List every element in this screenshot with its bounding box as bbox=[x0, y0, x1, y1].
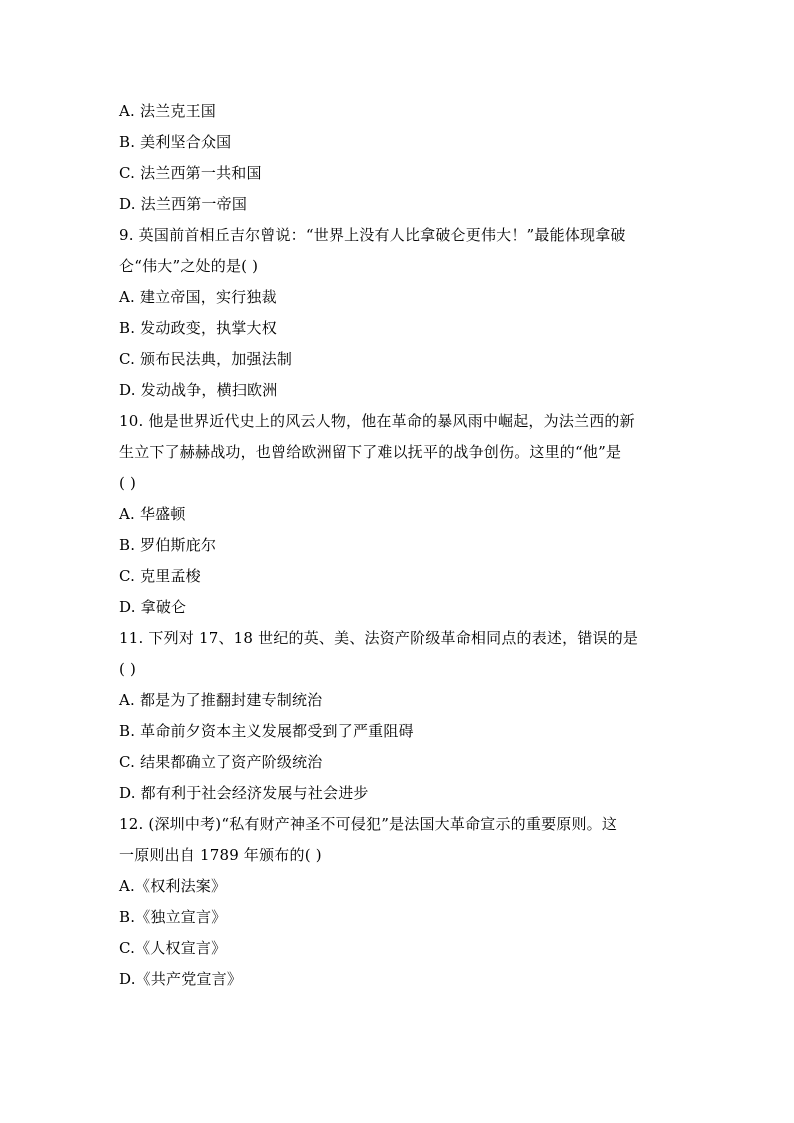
question-stem: 9. 英国前首相丘吉尔曾说：“世界上没有人比拿破仑更伟大！”最能体现拿破 bbox=[119, 226, 626, 244]
option-d: D.《共产党宣言》 bbox=[119, 970, 243, 988]
question-10 bbox=[119, 406, 679, 623]
option-a: A.《权利法案》 bbox=[119, 877, 227, 895]
question-stem: ( ) bbox=[119, 474, 137, 492]
question-stem: 生立下了赫赫战功，也曾给欧洲留下了难以抚平的战争创伤。这里的“他”是 bbox=[119, 443, 622, 461]
question-stem: 12. (深圳中考)“私有财产神圣不可侵犯”是法国大革命宣示的重要原则。这 bbox=[119, 815, 618, 833]
option-c: C. 颁布民法典，加强法制 bbox=[119, 350, 293, 368]
option-b: B. 罗伯斯庇尔 bbox=[119, 536, 217, 554]
option-b: B.《独立宣言》 bbox=[119, 908, 227, 926]
document-page bbox=[119, 96, 679, 995]
question-stem: 11. 下列对 17、18 世纪的英、美、法资产阶级革命相同点的表述，错误的是 bbox=[119, 629, 639, 647]
question-stem: ( ) bbox=[119, 660, 137, 678]
option-d: D. 都有利于社会经济发展与社会进步 bbox=[119, 784, 369, 802]
option-b: B. 美利坚合众国 bbox=[119, 133, 232, 151]
question-stem: 10. 他是世界近代史上的风云人物，他在革命的暴风雨中崛起，为法兰西的新 bbox=[119, 412, 635, 430]
question-stem: 仑“伟大”之处的是( ) bbox=[119, 257, 259, 275]
option-d: D. 拿破仑 bbox=[119, 598, 187, 616]
option-a: A. 华盛顿 bbox=[119, 505, 186, 523]
option-d: D. 法兰西第一帝国 bbox=[119, 195, 248, 213]
question-8-options bbox=[119, 96, 679, 220]
option-c: C.《人权宣言》 bbox=[119, 939, 227, 957]
question-9 bbox=[119, 220, 679, 406]
question-stem: 一原则出自 1789 年颁布的( ) bbox=[119, 846, 322, 864]
option-b: B. 发动政变，执掌大权 bbox=[119, 319, 277, 337]
question-11 bbox=[119, 623, 679, 809]
option-a: A. 建立帝国，实行独裁 bbox=[119, 288, 277, 306]
option-a: A. 法兰克王国 bbox=[119, 102, 216, 120]
option-c: C. 克里孟梭 bbox=[119, 567, 201, 585]
option-d: D. 发动战争，横扫欧洲 bbox=[119, 381, 278, 399]
option-a: A. 都是为了推翻封建专制统治 bbox=[119, 691, 323, 709]
option-c: C. 结果都确立了资产阶级统治 bbox=[119, 753, 323, 771]
option-c: C. 法兰西第一共和国 bbox=[119, 164, 262, 182]
question-12 bbox=[119, 809, 679, 995]
option-b: B. 革命前夕资本主义发展都受到了严重阻碍 bbox=[119, 722, 414, 740]
